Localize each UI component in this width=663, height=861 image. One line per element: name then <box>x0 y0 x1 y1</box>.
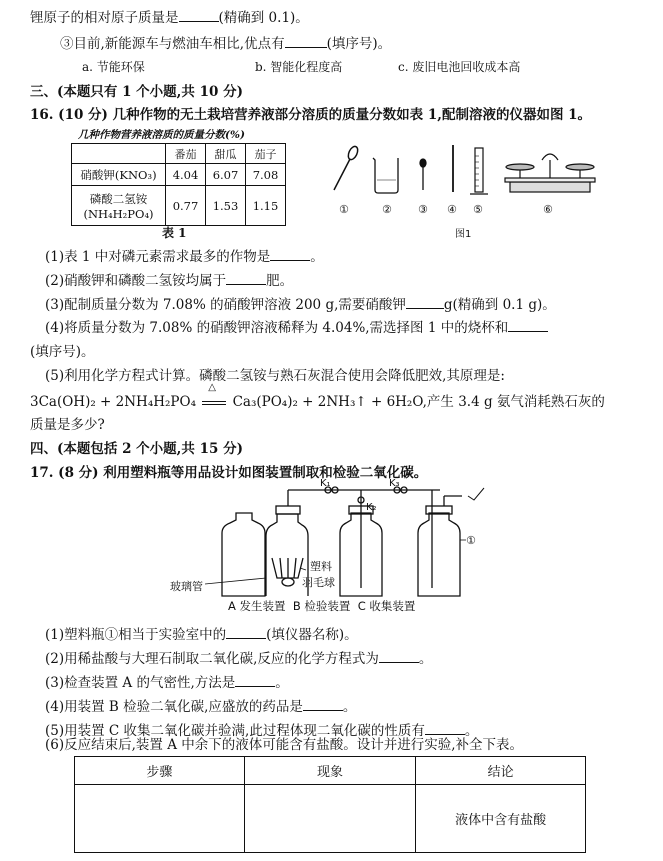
figure-1-instruments <box>320 140 620 240</box>
table2-header-conclusion: 结论 <box>416 757 586 785</box>
figure1-label: ② <box>382 203 392 216</box>
table-row: 磷酸二氢铵 (NH₄H₂PO₄) 0.77 1.53 1.15 <box>72 186 286 226</box>
answer-blank[interactable] <box>406 295 444 309</box>
answer-blank[interactable] <box>226 271 266 285</box>
line-1: 锂原子的相对原子质量是 (精确到 0.1)。 <box>30 10 309 26</box>
option-a: a. 节能环保 <box>82 60 145 74</box>
q17-2: (2)用稀盐酸与大理石制取二氧化碳,反应的化学方程式为 。 <box>45 651 433 667</box>
spoon-icon <box>334 145 360 190</box>
dropper-icon <box>420 159 426 190</box>
figure1-label: ① <box>339 203 349 216</box>
question-17: 17. (8 分) 利用塑料瓶等用品设计如图装置制取和检验二氧化碳。 <box>30 465 428 481</box>
table2-steps-cell[interactable] <box>75 785 245 853</box>
figure1-label: ④ <box>447 203 457 216</box>
table-1 <box>71 143 286 226</box>
graduated-cylinder-icon <box>470 148 488 194</box>
experiment-table <box>74 756 586 853</box>
q17-1: (1)塑料瓶①相当于实验室中的 (填仪器名称)。 <box>45 627 358 643</box>
option-b: b. 智能化程度高 <box>255 60 343 74</box>
table2-header-phenomenon: 现象 <box>244 757 416 785</box>
answer-blank[interactable] <box>226 625 266 639</box>
answer-blank[interactable] <box>235 673 275 687</box>
shuttlecock-icon <box>272 558 303 586</box>
k3-label: K₃ <box>389 478 400 489</box>
q16-2: (2)硝酸钾和磷酸二氢铵均属于 肥。 <box>45 273 294 289</box>
answer-blank[interactable] <box>379 649 419 663</box>
q16-1: (1)表 1 中对磷元素需求最多的作物是 。 <box>45 249 324 265</box>
q17-3: (3)检查装置 A 的气密性,方法是 。 <box>45 675 289 691</box>
answer-blank[interactable] <box>303 697 343 711</box>
figure1-label: ⑥ <box>543 203 553 216</box>
table1-header: 番茄 <box>166 144 206 164</box>
bottle-c <box>418 513 460 596</box>
table2-conclusion-cell: 液体中含有盐酸 <box>416 785 586 853</box>
table1-row-name: 硝酸钾(KNO₃) <box>72 164 166 186</box>
k2-label: K₂ <box>366 502 377 513</box>
chemical-equation: 3Ca(OH)₂ + 2NH₄H₂PO₄ △ Ca₃(PO₄)₂ + 2NH₃↑ + 6H₂O,产生 3.4 g 氨气消耗熟石灰的 <box>30 382 605 410</box>
plastic-label: 塑料 <box>310 560 332 573</box>
apparatus-labels: A 发生装置 B 检验装置 C 收集装置 <box>228 599 416 613</box>
section-4-title: 四、(本题包括 2 个小题,共 15 分) <box>30 441 243 457</box>
table1-header: 茄子 <box>246 144 286 164</box>
q16-4: (4)将质量分数为 7.08% 的硝酸钾溶液稀释为 4.04%,需选择图 1 中的烧杯和 <box>45 316 548 336</box>
q17-5: (5)用装置 C 收集二氧化碳并验满,此过程体现二氧化碳的性质有 。 <box>45 723 479 739</box>
q16-4-tail: (填序号)。 <box>30 344 95 360</box>
balance-icon <box>505 154 595 192</box>
shuttlecock-label: 羽毛球 <box>302 576 335 589</box>
table2-phenomenon-cell[interactable] <box>244 785 416 853</box>
glass-tube-label: 玻璃管 <box>170 580 203 593</box>
q16-3: (3)配制质量分数为 7.08% 的硝酸钾溶液 200 g,需要硝酸钾 g(精确到 0.1 g)。 <box>45 297 556 313</box>
heat-arrow: △ <box>200 394 228 410</box>
figure1-label: ⑤ <box>473 203 483 216</box>
answer-blank[interactable] <box>179 8 219 22</box>
table1-label: 表 1 <box>162 226 187 240</box>
equation-tail: 质量是多少? <box>30 417 105 433</box>
table-row: 硝酸钾(KNO₃) 4.04 6.07 7.08 <box>72 164 286 186</box>
table1-header: 甜瓜 <box>206 144 246 164</box>
bottle-1-label: ① <box>466 534 476 547</box>
k1-label: K₁ <box>320 478 331 489</box>
apparatus-diagram <box>0 478 663 618</box>
question-16: 16. (10 分) 几种作物的无土栽培营养液部分溶质的质量分数如表 1,配制溶液的仪器如图 1。 <box>30 107 592 123</box>
bottle-a-left <box>222 513 265 596</box>
figure1-caption: 图1 <box>455 229 472 240</box>
q17-6-line: (6)反应结束后,装置 A 中余下的液体可能含有盐酸。设计并进行实验,补全下表。 <box>45 737 524 753</box>
answer-blank[interactable] <box>508 318 548 332</box>
table1-row-name: 磷酸二氢铵 (NH₄H₂PO₄) <box>72 186 166 226</box>
figure1-label: ③ <box>418 203 428 216</box>
answer-blank[interactable] <box>285 34 327 48</box>
table1-caption: 几种作物营养液溶质的质量分数(%) <box>78 129 245 141</box>
q16-5: (5)利用化学方程式计算。磷酸二氢铵与熟石灰混合使用会降低肥效,其原理是: <box>45 368 505 384</box>
beaker-icon <box>373 158 398 193</box>
option-c: c. 废旧电池回收成本高 <box>398 60 521 74</box>
table-row <box>75 785 586 853</box>
table2-header-steps: 步骤 <box>75 757 245 785</box>
answer-blank[interactable] <box>270 247 310 261</box>
q17-4: (4)用装置 B 检验二氧化碳,应盛放的药品是 。 <box>45 699 357 715</box>
line-2: ③目前,新能源车与燃油车相比,优点有 (填序号)。 <box>60 36 392 52</box>
section-3-title: 三、(本题只有 1 个小题,共 10 分) <box>30 84 243 100</box>
